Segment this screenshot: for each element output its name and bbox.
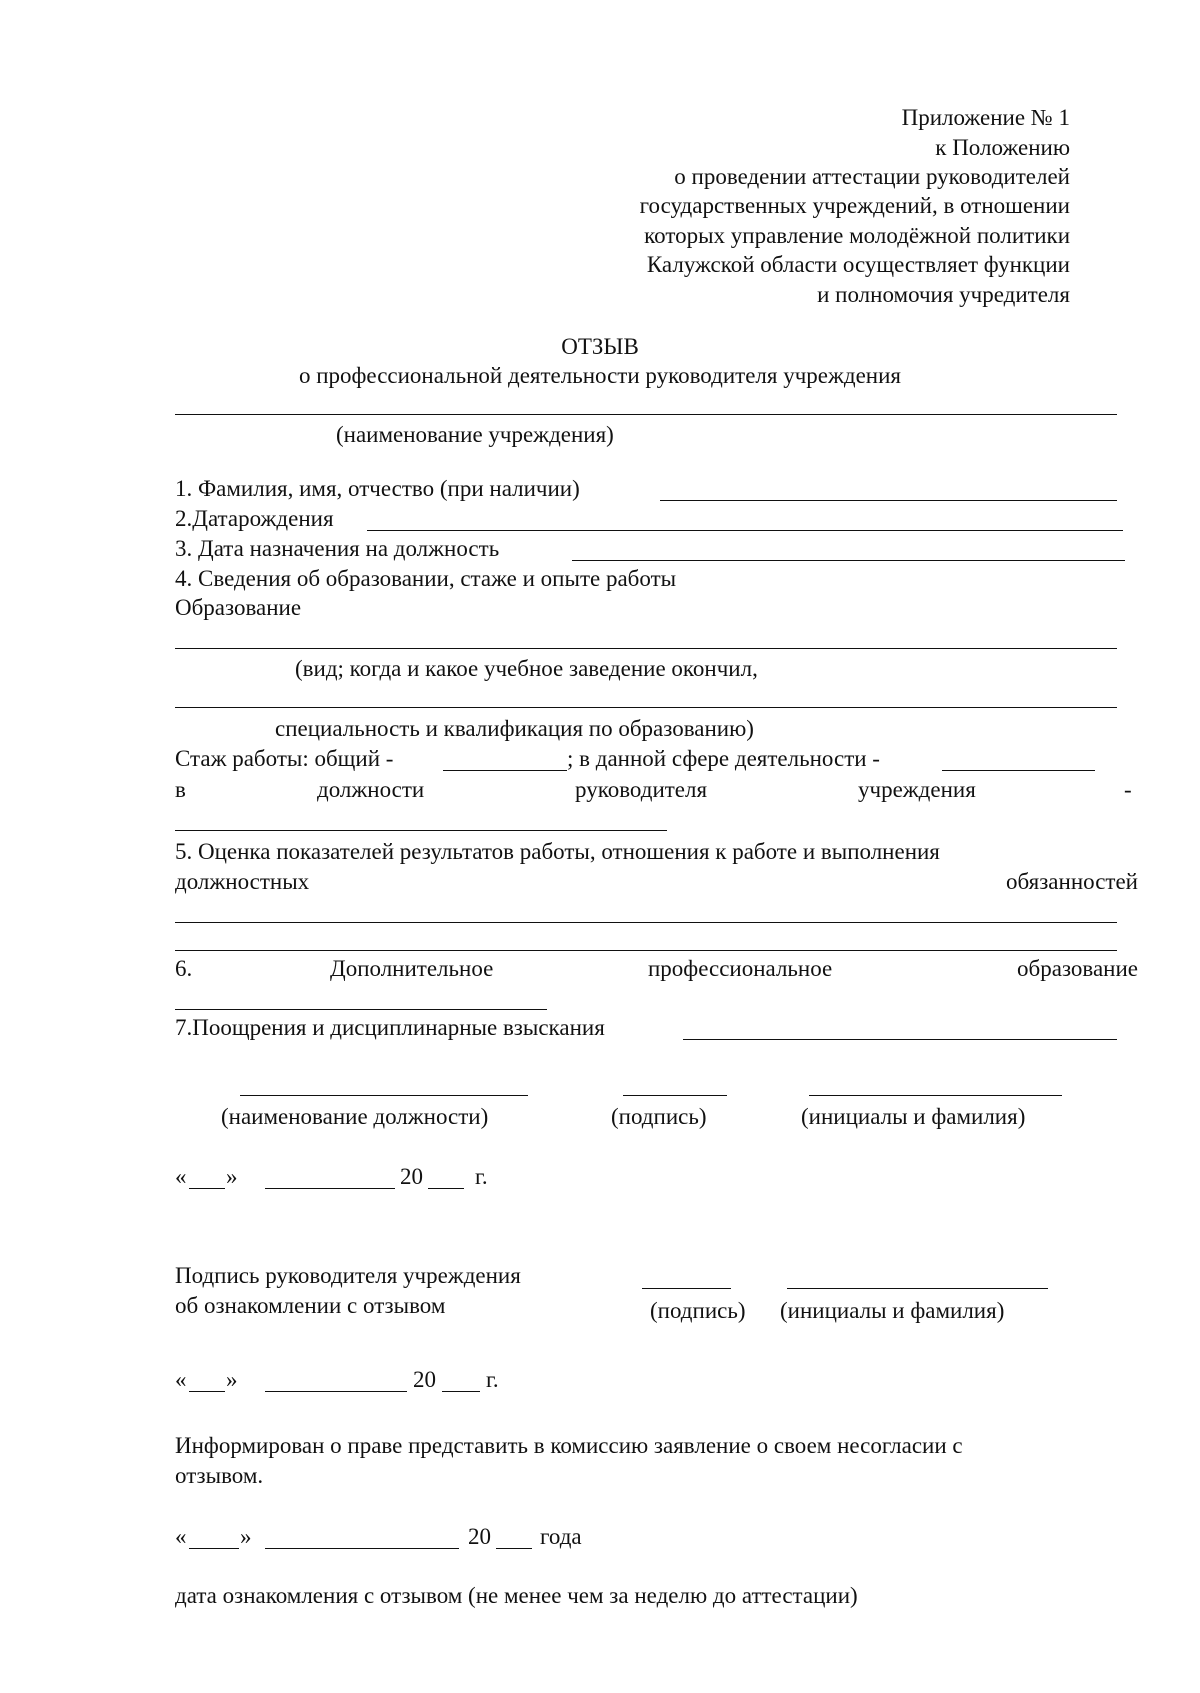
date-2-year-prefix: 20 (413, 1367, 436, 1392)
header-line-3: о проведении аттестации руководителей (674, 164, 1070, 189)
signature-caption: (подпись) (611, 1104, 707, 1129)
header-line-1: Приложение № 1 (901, 105, 1070, 130)
header-line-5: которых управление молодёжной политики (644, 223, 1070, 248)
date-2-month-field[interactable] (265, 1391, 407, 1392)
appointment-date-field[interactable] (572, 560, 1125, 561)
date-3-year-suffix: года (540, 1524, 582, 1549)
position-word-1: в (175, 777, 186, 802)
education-caption-2: специальность и квалификация по образованию) (275, 716, 754, 741)
item-6-number: 6. (175, 956, 193, 981)
birth-date-field[interactable] (367, 530, 1123, 531)
header-line-2: к Положению (935, 135, 1070, 160)
item-4-label: 4. Сведения об образовании, стаже и опыте работы (175, 566, 677, 591)
date-3-month-field[interactable] (265, 1548, 459, 1549)
date-2-year-suffix: г. (486, 1367, 499, 1392)
header-line-7: и полномочия учредителя (817, 282, 1070, 307)
item-6-word-3: образование (1017, 956, 1138, 981)
date-3-close-quote: » (240, 1524, 252, 1549)
date-3-open-quote: « (175, 1524, 187, 1549)
manager-experience-field[interactable] (175, 830, 667, 831)
date-2-year-field[interactable] (442, 1391, 480, 1392)
education-label: Образование (175, 595, 302, 620)
date-1-open-quote: « (175, 1164, 187, 1189)
header-line-4: государственных учреждений, в отношении (639, 193, 1070, 218)
full-name-field[interactable] (660, 500, 1117, 501)
evaluation-field-1[interactable] (175, 922, 1117, 923)
item-1-label: 1. Фамилия, имя, отчество (при наличии) (175, 476, 580, 501)
awards-field[interactable] (683, 1039, 1117, 1040)
date-1-day-field[interactable] (189, 1188, 225, 1189)
position-word-2: должности (317, 777, 425, 802)
item-2-label: 2.Датарождения (175, 506, 334, 531)
institution-field[interactable] (175, 414, 1117, 415)
position-signature-field[interactable] (240, 1095, 528, 1096)
item-5-word-1: должностных (175, 869, 310, 894)
evaluation-field-2[interactable] (175, 950, 1117, 951)
ack-initials-caption: (инициалы и фамилия) (780, 1298, 1005, 1323)
education-caption-1: (вид; когда и какое учебное заведение окончил, (295, 656, 758, 681)
date-3-year-field[interactable] (496, 1548, 532, 1549)
position-word-3: руководителя (575, 777, 708, 802)
date-1-year-field[interactable] (428, 1188, 464, 1189)
position-word-4: учреждения (858, 777, 976, 802)
ack-signature-field[interactable] (642, 1288, 731, 1289)
initials-field[interactable] (809, 1095, 1062, 1096)
date-1-month-field[interactable] (265, 1188, 395, 1189)
ack-signature-caption: (подпись) (650, 1298, 746, 1323)
date-1-year-prefix: 20 (400, 1164, 423, 1189)
date-2-open-quote: « (175, 1367, 187, 1392)
date-2-day-field[interactable] (189, 1391, 225, 1392)
education-field-2[interactable] (175, 707, 1117, 708)
experience-sphere-field[interactable] (942, 770, 1095, 771)
institution-caption: (наименование учреждения) (336, 422, 614, 447)
item-3-label: 3. Дата назначения на должность (175, 536, 500, 561)
item-5-line-1: 5. Оценка показателей результатов работы, отношения к работе и выполнения (175, 839, 940, 864)
date-1-close-quote: » (226, 1164, 238, 1189)
date-1-year-suffix: г. (475, 1164, 488, 1189)
initials-caption: (инициалы и фамилия) (801, 1104, 1026, 1129)
additional-education-field[interactable] (175, 1009, 547, 1010)
acquaintance-date-note: дата ознакомления с отзывом (не менее чем за неделю до аттестации) (175, 1583, 858, 1608)
date-3-day-field[interactable] (189, 1548, 239, 1549)
ack-line-2: об ознакомлении с отзывом (175, 1293, 446, 1318)
item-5-word-2: обязанностей (1006, 869, 1138, 894)
item-7-label: 7.Поощрения и дисциплинарные взыскания (175, 1015, 605, 1040)
position-caption: (наименование должности) (221, 1104, 489, 1129)
ack-initials-field[interactable] (787, 1288, 1048, 1289)
item-6-word-1: Дополнительное (330, 956, 494, 981)
date-3-year-prefix: 20 (468, 1524, 491, 1549)
page-title: ОТЗЫВ (561, 334, 639, 359)
experience-total-label: Стаж работы: общий - (175, 746, 394, 771)
education-field-1[interactable] (175, 648, 1117, 649)
page-subtitle: о профессиональной деятельности руководителя учреждения (298, 363, 902, 388)
position-dash: - (1124, 777, 1132, 802)
informed-line-2: отзывом. (175, 1463, 264, 1488)
item-6-word-2: профессиональное (648, 956, 833, 981)
signature-field[interactable] (623, 1095, 727, 1096)
informed-line-1: Информирован о праве представить в комиссию заявление о своем несогласии с (175, 1433, 963, 1458)
experience-total-field[interactable] (443, 770, 567, 771)
date-2-close-quote: » (226, 1367, 238, 1392)
experience-sphere-label: ; в данной сфере деятельности - (567, 746, 880, 771)
ack-line-1: Подпись руководителя учреждения (175, 1263, 521, 1288)
header-line-6: Калужской области осуществляет функции (646, 252, 1070, 277)
